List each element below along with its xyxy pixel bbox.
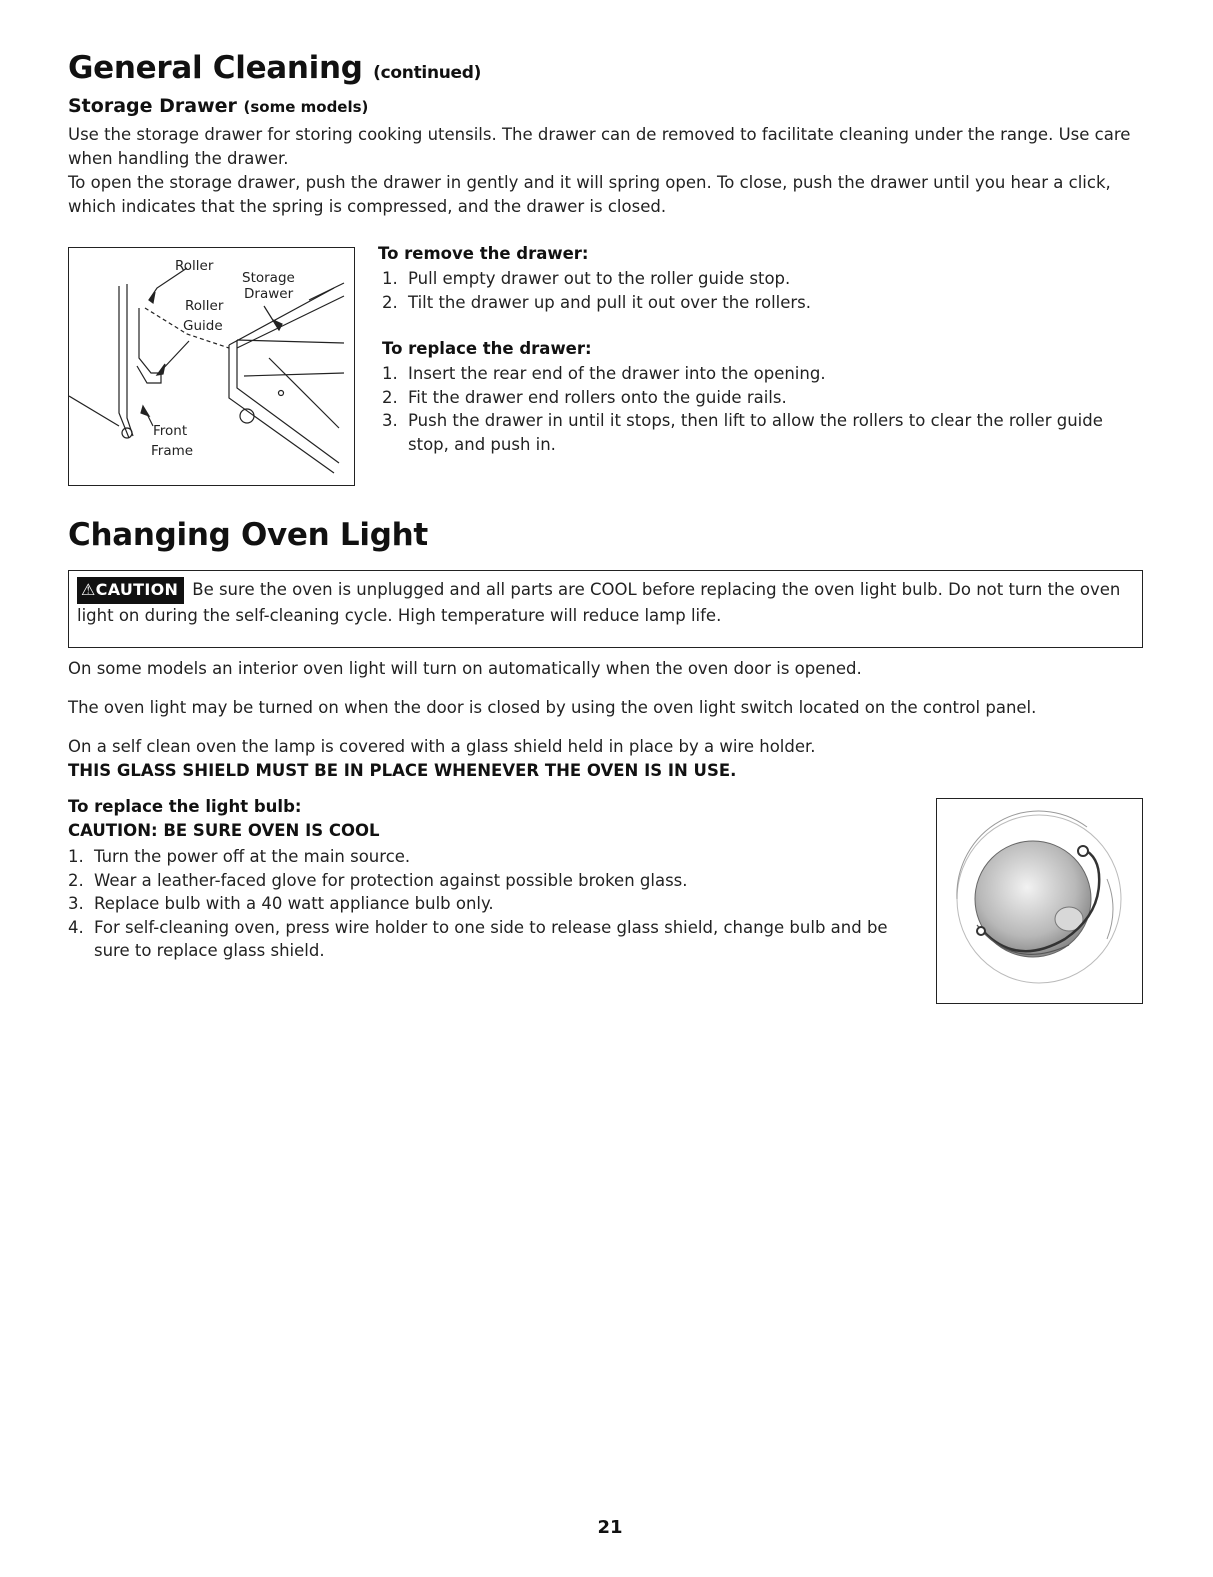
replace-bulb-steps — [68, 845, 908, 963]
label-storage: Storage — [242, 270, 295, 286]
label-roller-guide-2: Guide — [183, 318, 223, 334]
replace-bulb-caution: CAUTION: BE SURE OVEN IS COOL — [68, 821, 380, 840]
list-item: 3. Push the drawer in until it stops, then lift to allow the rollers to clear the roller guide stop, and push in. — [382, 411, 1103, 454]
replace-drawer-steps — [382, 362, 1142, 456]
warning-icon: ⚠ — [81, 580, 96, 599]
label-front: Front — [153, 423, 188, 439]
label-roller: Roller — [175, 258, 214, 274]
list-item: 3. Replace bulb with a 40 watt appliance bulb only. — [68, 894, 494, 913]
list-item: 1. Pull empty drawer out to the roller guide stop. — [382, 269, 791, 288]
caution-box — [68, 570, 1143, 648]
list-item: 2. Wear a leather-faced glove for protection against possible broken glass. — [68, 870, 688, 890]
remove-drawer-steps — [382, 267, 1142, 314]
light-bulb-figure — [936, 798, 1143, 1004]
drawer-figure — [68, 247, 355, 486]
storage-paragraph-1: Use the storage drawer for storing cooking utensils. The drawer can de removed to facilitate cleaning under the range. Use care when handling the drawer. — [68, 125, 1131, 168]
section-heading-storage-drawer — [68, 95, 368, 117]
storage-paragraph-2: To open the storage drawer, push the drawer in gently and it will spring open. To close, push the drawer until you hear a click, which indicates that the spring is compressed, and the drawer is closed. — [68, 173, 1111, 216]
caution-badge: ⚠CAUTION — [77, 577, 184, 604]
page-number: 21 — [597, 1517, 623, 1538]
page-title — [68, 50, 481, 86]
remove-drawer-heading: To remove the drawer: — [378, 244, 589, 263]
label-roller-guide-1: Roller — [185, 298, 224, 314]
list-item: 4. For self-cleaning oven, press wire holder to one side to release glass shield, change bulb and be sure to replace glass shield. — [68, 917, 888, 960]
caution-text: Be sure the oven is unplugged and all parts are COOL before replacing the oven light bulb. Do not turn the oven light on during the self-cleaning cycle. High temperature will reduce lamp life. — [77, 580, 1121, 625]
list-item: 2. Fit the drawer end rollers onto the guide rails. — [382, 387, 787, 407]
oven-light-paragraph-2: The oven light may be turned on when the door is closed by using the oven light switch located on the control panel. — [68, 698, 1037, 717]
list-item: 1. Turn the power off at the main source. — [68, 847, 411, 866]
drawer-illustration — [69, 248, 353, 484]
subheading-suffix: (some models) — [243, 98, 369, 116]
glass-shield-warning: THIS GLASS SHIELD MUST BE IN PLACE WHENEVER THE OVEN IS IN USE. — [68, 761, 737, 780]
list-item: 2. Tilt the drawer up and pull it out over the rollers. — [382, 292, 812, 312]
label-drawer: Drawer — [244, 286, 294, 302]
oven-light-paragraph-3: On a self clean oven the lamp is covered with a glass shield held in place by a wire holder. — [68, 737, 816, 756]
title-text: General Cleaning — [68, 50, 363, 86]
section-title-oven-light: Changing Oven Light — [68, 517, 428, 553]
subheading-text: Storage Drawer — [68, 95, 237, 117]
replace-bulb-heading: To replace the light bulb: — [68, 797, 302, 816]
oven-light-paragraph-1: On some models an interior oven light will turn on automatically when the oven door is opened. — [68, 659, 862, 678]
glass-shield-illustration — [937, 799, 1141, 1002]
replace-drawer-heading: To replace the drawer: — [382, 339, 592, 358]
title-suffix: (continued) — [373, 63, 482, 83]
label-frame: Frame — [151, 443, 194, 459]
list-item: 1. Insert the rear end of the drawer into the opening. — [382, 364, 826, 383]
